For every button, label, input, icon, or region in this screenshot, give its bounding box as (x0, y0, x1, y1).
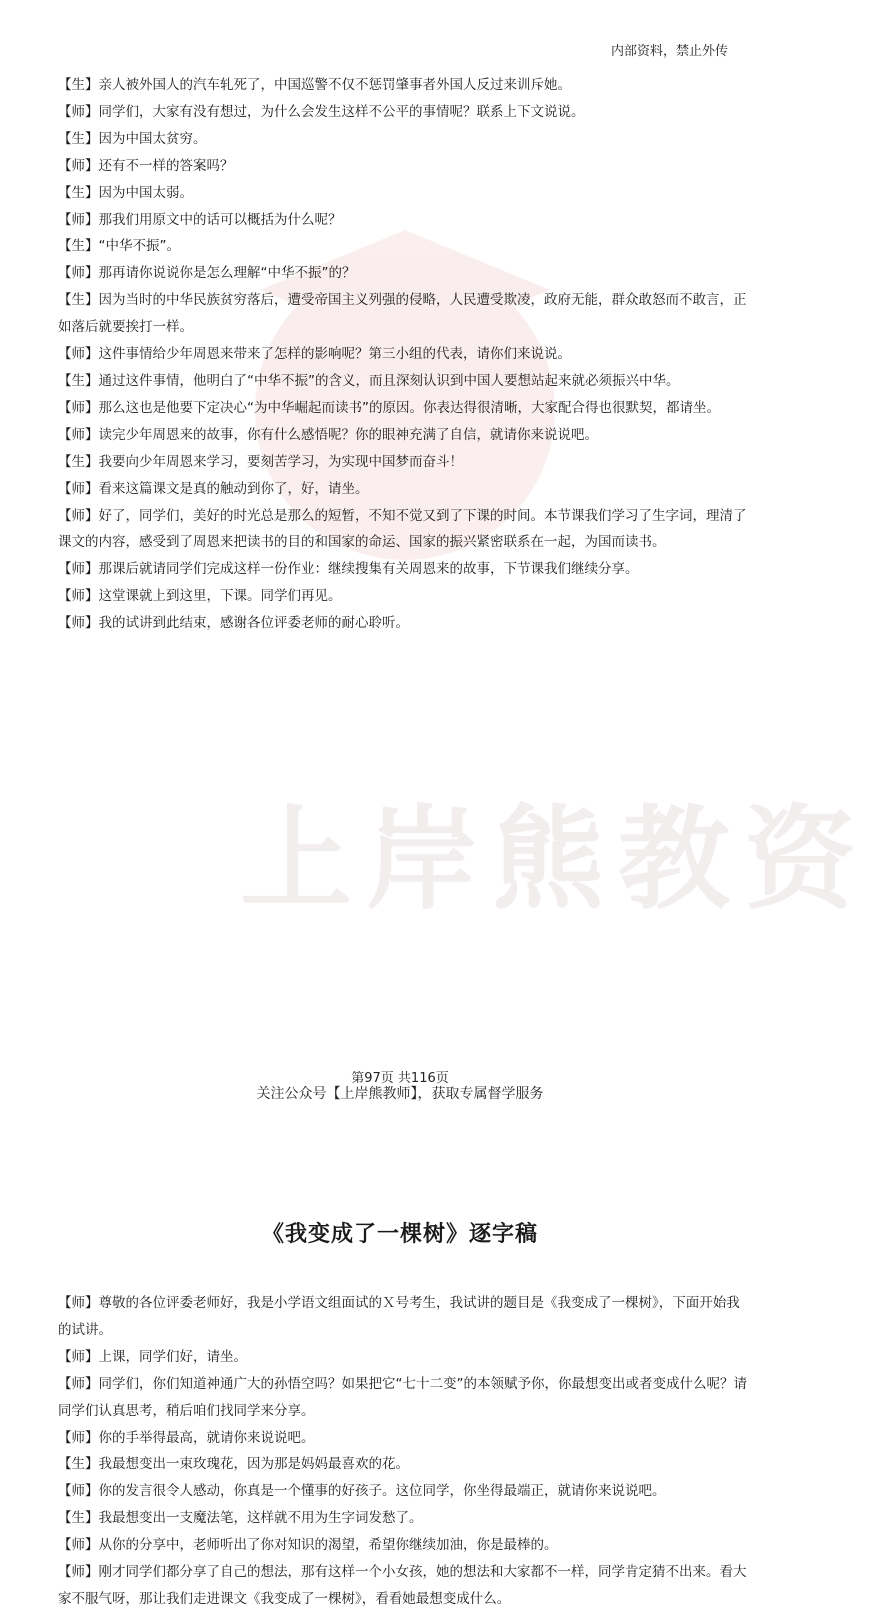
dialogue-line: 【师】刚才同学们都分享了自己的想法，那有这样一个小女孩，她的想法和大家都不一样，同学肯定猜不出来。看大家不服气呀，那让我们走进课文《我变成了一棵树》，看看她最想变成什么。 (58, 1564, 747, 1607)
dialogue-line: 【生】我最想变出一束玫瑰花，因为那是妈妈最喜欢的花。 (58, 1456, 409, 1473)
dialogue-line: 【师】还有不一样的答案吗？ (58, 157, 234, 174)
page-number: 第97页 共116页 (351, 1071, 449, 1086)
dialogue-line: 【师】同学们，大家有没有想过，为什么会发生这样不公平的事情呢？联系上下文说说。 (58, 103, 585, 120)
dialogue-section-1 (58, 72, 748, 637)
dialogue-line: 【师】你的发言很令人感动，你真是一个懂事的好孩子。这位同学，你坐得最端正，就请你来说说吧。 (58, 1483, 666, 1500)
section-title: 《我变成了一棵树》逐字稿 (261, 1222, 538, 1248)
dialogue-line: 【师】好了，同学们，美好的时光总是那么的短暂，不知不觉又到了下课的时间。本节课我们学习了生字词，理清了课文的内容，感受到了周恩来把读书的目的和国家的命运、国家的振兴紧密联系在一起，为国而读书。 (58, 507, 747, 551)
watermark-text: 上岸熊教资 (240, 795, 870, 925)
dialogue-line: 【师】读完少年周恩来的故事，你有什么感悟呢？你的眼神充满了自信，就请你来说说吧。 (58, 426, 598, 443)
dialogue-line: 【师】看来这篇课文是真的触动到你了，好，请坐。 (58, 480, 369, 497)
dialogue-line: 【生】亲人被外国人的汽车轧死了，中国巡警不仅不惩罚肇事者外国人反过来训斥她。 (58, 77, 571, 93)
confidential-note: 内部资料，禁止外传 (610, 44, 728, 59)
dialogue-line: 【师】我的试讲到此结束，感谢各位评委老师的耐心聆听。 (58, 615, 409, 632)
dialogue-line: 【生】我要向少年周恩来学习，要刻苦学习，为实现中国梦而奋斗！ (58, 453, 463, 470)
dialogue-line: 【师】那再请你说说你是怎么理解“中华不振”的？ (58, 265, 356, 282)
dialogue-line: 【师】你的手举得最高，就请你来说说吧。 (58, 1429, 315, 1446)
dialogue-line: 【师】同学们，你们知道神通广大的孙悟空吗？如果把它“七十二变”的本领赋予你，你最想变出或者变成什么呢？请同学们认真思考，稍后咱们找同学来分享。 (58, 1375, 747, 1419)
dialogue-section-2 (58, 1290, 748, 1613)
dialogue-line: 【师】这件事情给少年周恩来带来了怎样的影响呢？第三小组的代表，请你们来说说。 (58, 346, 571, 363)
dialogue-line: 【生】因为中国太贫穷。 (58, 130, 207, 147)
dialogue-line: 【生】因为中国太弱。 (58, 184, 193, 201)
footer-promo: 关注公众号【上岸熊教师】，获取专属督学服务 (256, 1086, 544, 1102)
dialogue-line: 【师】这堂课就上到这里，下课。同学们再见。 (58, 588, 342, 605)
dialogue-line: 【师】那我们用原文中的话可以概括为什么呢？ (58, 211, 342, 228)
dialogue-line: 【生】通过这件事情，他明白了“中华不振”的含义，而且深刻认识到中国人要想站起来就必须振兴中华。 (58, 372, 680, 389)
dialogue-line: 【师】那课后就请同学们完成这样一份作业：继续搜集有关周恩来的故事，下节课我们继续分享。 (58, 561, 639, 578)
dialogue-line: 【师】那么这也是他要下定决心“为中华崛起而读书”的原因。你表达得很清晰，大家配合得也很默契，都请坐。 (58, 399, 720, 416)
dialogue-line: 【生】“中华不振”。 (58, 238, 180, 255)
dialogue-line: 【师】从你的分享中，老师听出了你对知识的渴望，希望你继续加油，你是最棒的。 (58, 1537, 558, 1554)
dialogue-line: 【师】上课，同学们好，请坐。 (58, 1348, 247, 1365)
dialogue-line: 【师】尊敬的各位评委老师好，我是小学语文组面试的Ｘ号考生，我试讲的题目是《我变成了一棵树》，下面开始我的试讲。 (58, 1295, 740, 1338)
dialogue-line: 【生】我最想变出一支魔法笔，这样就不用为生字词发愁了。 (58, 1510, 423, 1527)
dialogue-line: 【生】因为当时的中华民族贫穷落后，遭受帝国主义列强的侵略，人民遭受欺凌，政府无能，群众敢怒而不敢言，正如落后就要挨打一样。 (58, 292, 747, 336)
